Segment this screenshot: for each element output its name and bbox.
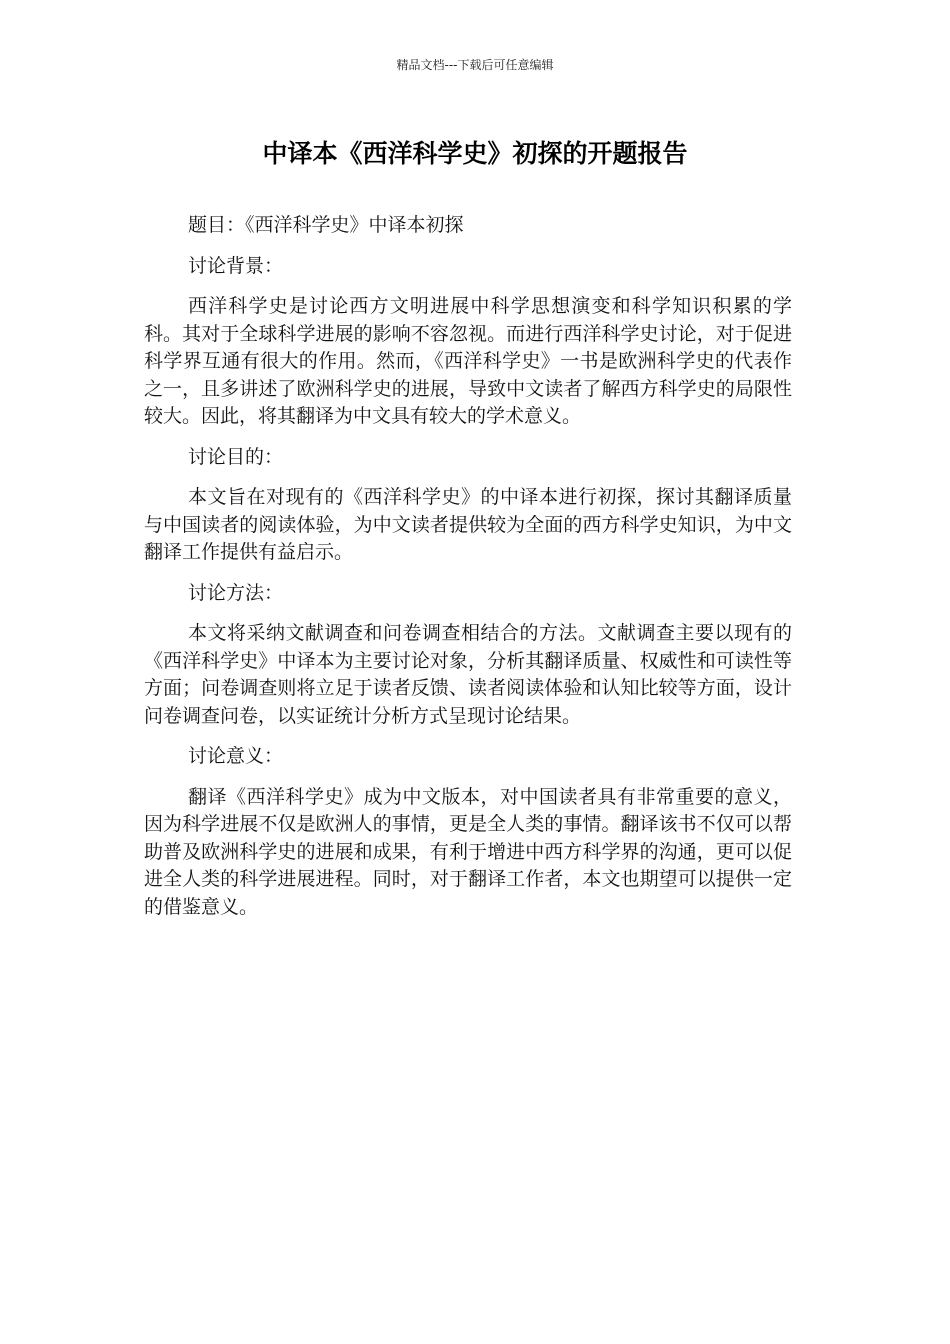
section-body-method: 本文将采纳文献调查和问卷调查相结合的方法。文献调查主要以现有的《西洋科学史》中译本为主要讨论对象，分析其翻译质量、权威性和可读性等方面；问卷调查则将立足于读者反馈、读者阅读体验和认知比较等方面，设计问卷调查问卷，以实证统计分析方式呈现讨论结果。 (144, 622, 792, 727)
section-heading-method: 讨论方法： (188, 581, 284, 604)
document-title: 中译本《西洋科学史》初探的开题报告 (262, 139, 688, 168)
document-body (144, 212, 792, 934)
page-header: 精品文档---下载后可任意编辑 (396, 58, 554, 72)
subject-line: 题目：《西洋科学史》中译本初探 (188, 214, 464, 236)
section-body-significance: 翻译《西洋科学史》成为中文版本，对中国读者具有非常重要的意义，因为科学进展不仅是欧洲人的事情，更是全人类的事情。翻译该书不仅可以帮助普及欧洲科学史的进展和成果，有利于增进中西方科学界的沟通，更可以促进全人类的科学进展进程。同时，对于翻译工作者，本文也期望可以提供一定的借鉴意义。 (144, 785, 792, 918)
section-heading-purpose: 讨论目的： (188, 445, 284, 468)
section-body-background: 西洋科学史是讨论西方文明进展中科学思想演变和科学知识积累的学科。其对于全球科学进展的影响不容忽视。而进行西洋科学史讨论，对于促进科学界互通有很大的作用。然而，《西洋科学史》一书是欧洲科学史的代表作之一，且多讲述了欧洲科学史的进展，导致中文读者了解西方科学史的局限性较大。因此，将其翻译为中文具有较大的学术意义。 (144, 295, 792, 427)
section-heading-significance: 讨论意义： (188, 745, 284, 767)
section-heading-background: 讨论背景： (188, 254, 284, 277)
section-body-purpose: 本文旨在对现有的《西洋科学史》的中译本进行初探，探讨其翻译质量与中国读者的阅读体验，为中文读者提供较为全面的西方科学史知识，为中文翻译工作提供有益启示。 (144, 486, 792, 563)
